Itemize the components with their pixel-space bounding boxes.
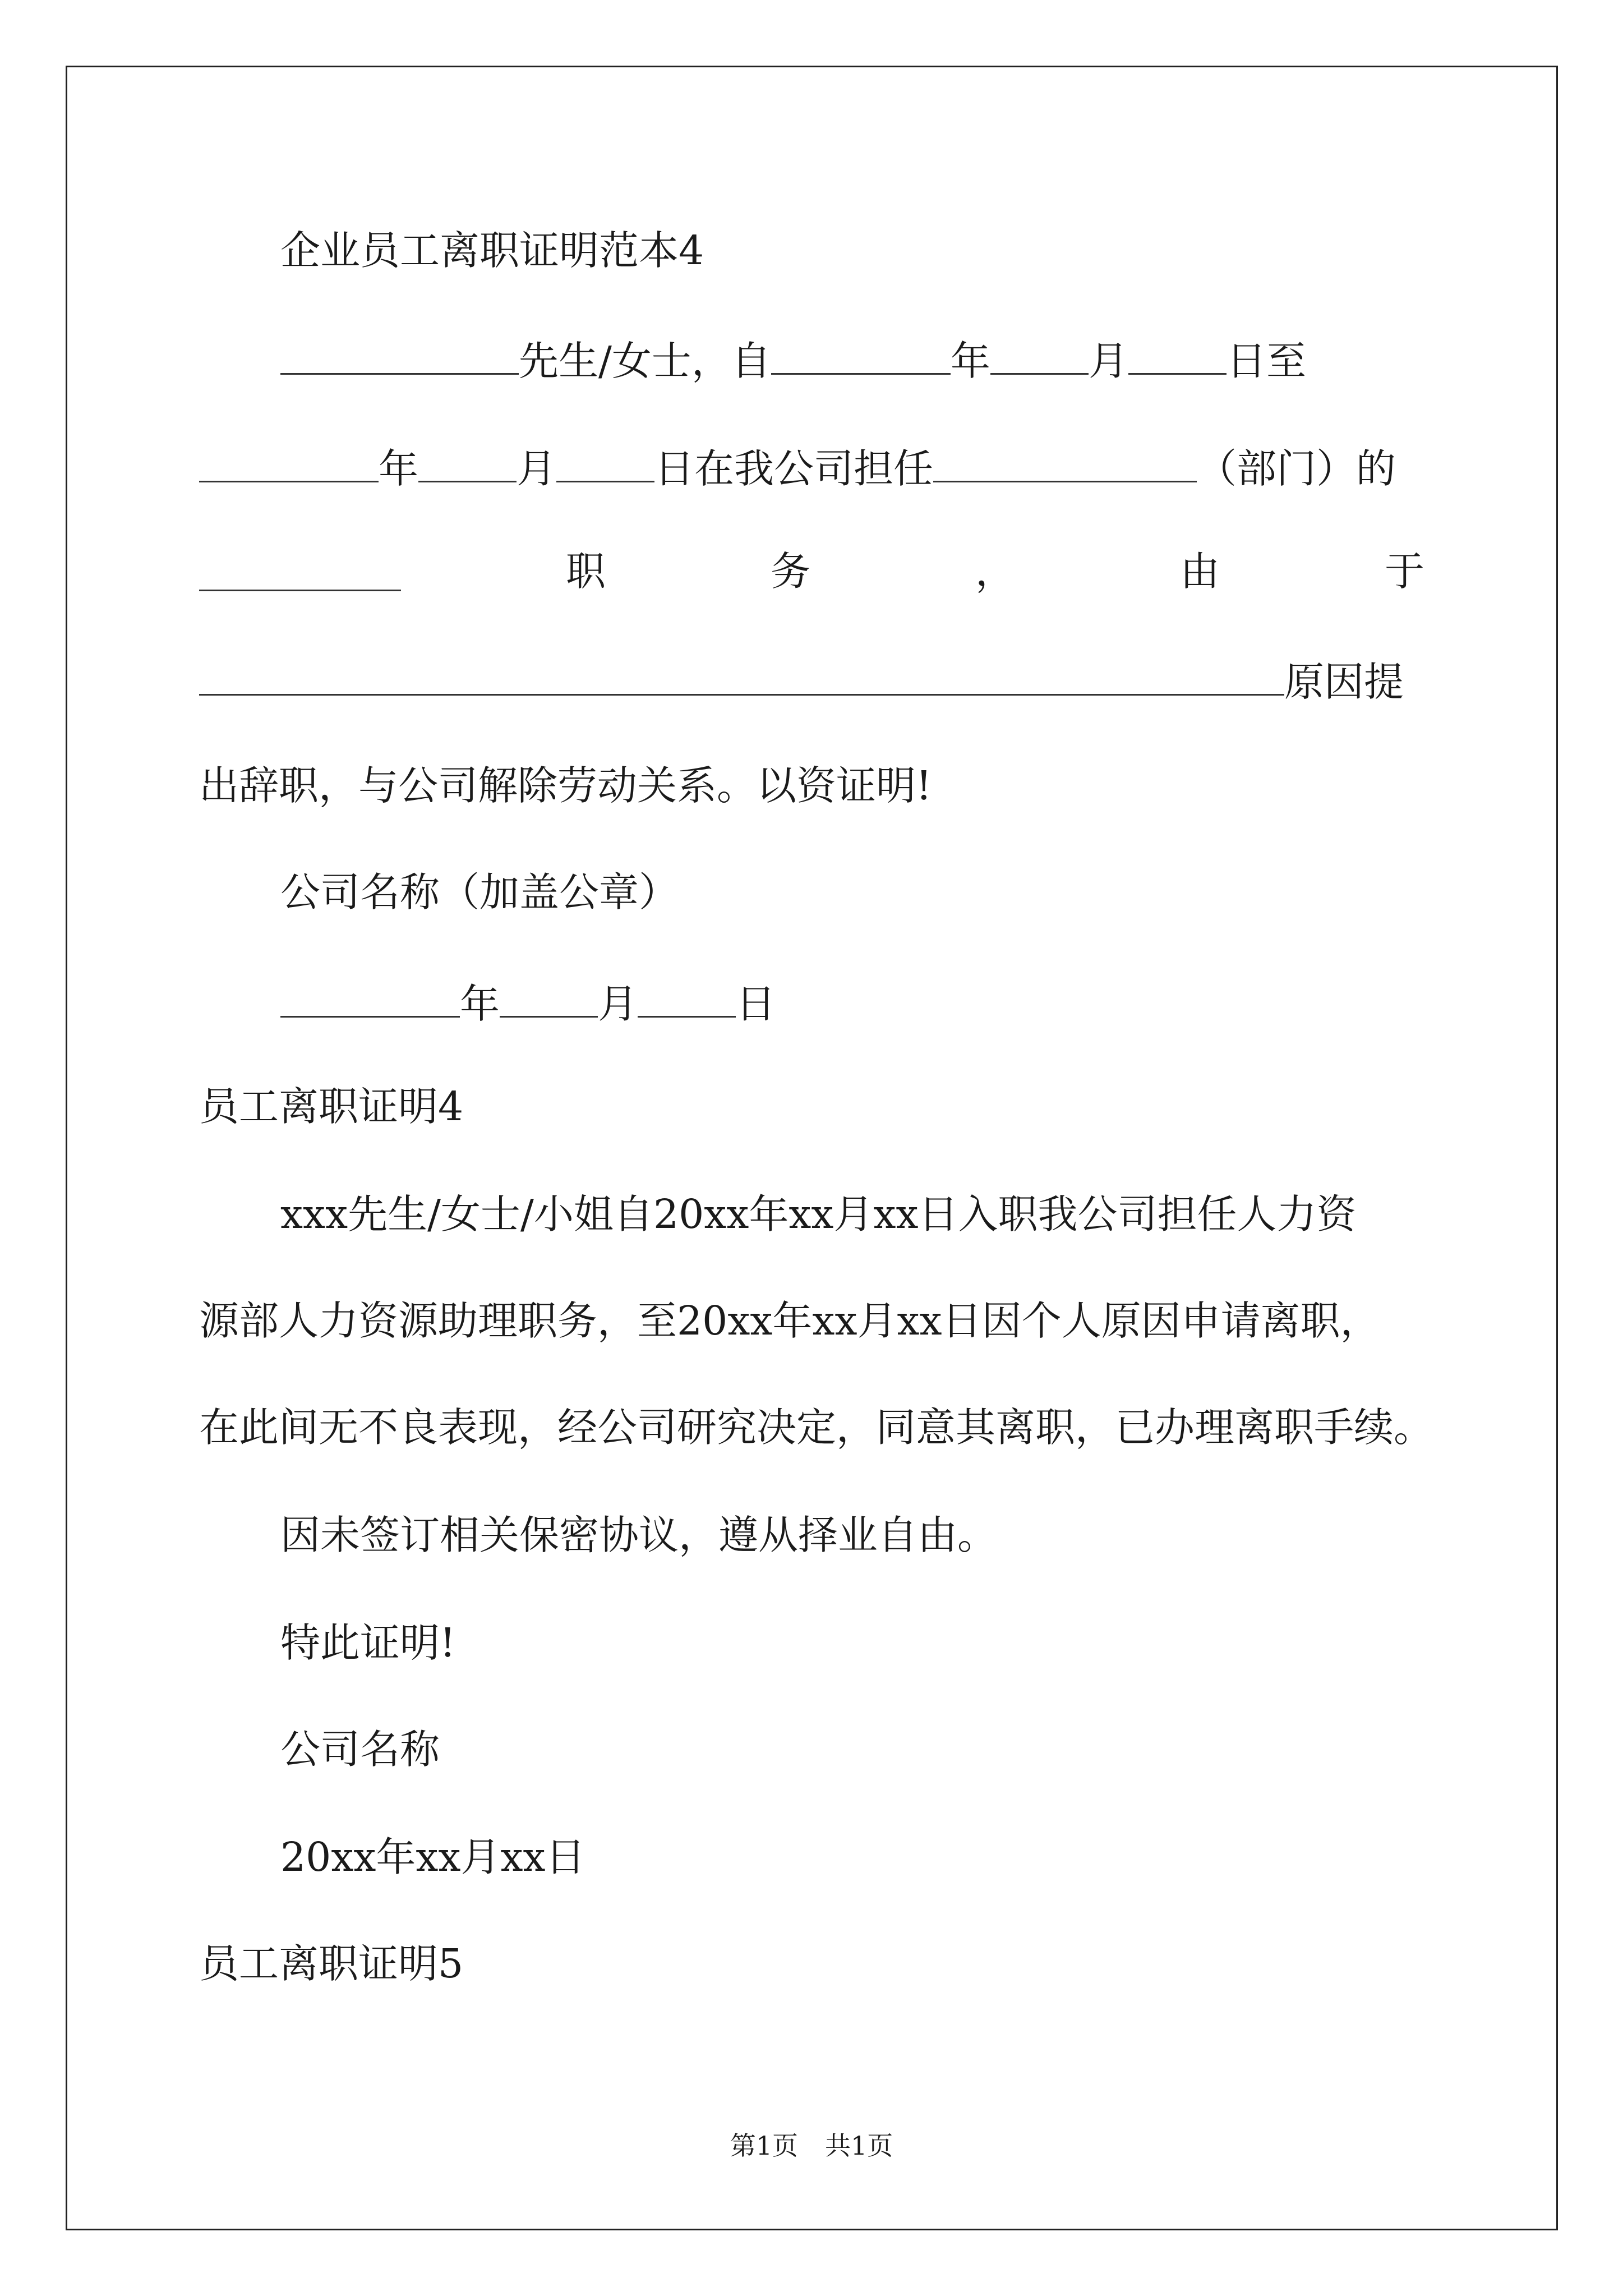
- text: 先生/女士，自: [519, 338, 771, 384]
- text: 日: [736, 981, 776, 1027]
- closing-line: 特此证明!: [280, 1619, 456, 1666]
- text: ，: [975, 548, 1015, 595]
- blank-name: [280, 337, 519, 375]
- company-seal-line: 公司名称（加盖公章）: [280, 869, 679, 915]
- paragraph-line-2: [199, 445, 1396, 492]
- paragraph-line-4: [199, 658, 1404, 705]
- blank-position: [199, 554, 401, 591]
- blank-year: [280, 980, 460, 1018]
- page-footer: [0, 2133, 1623, 2159]
- text: 年: [950, 338, 990, 384]
- blank-year: [199, 445, 379, 482]
- paragraph-line: 源部人力资源助理职务，至20xx年xx月xx日因个人原因申请离职，: [199, 1297, 1380, 1344]
- text: 月: [517, 445, 557, 492]
- text: 日至: [1226, 338, 1306, 384]
- text: 原因提: [1284, 659, 1404, 705]
- text: （部门）的: [1197, 445, 1396, 492]
- text: 日在我公司担任: [654, 445, 934, 492]
- text: 年: [460, 981, 500, 1027]
- date-line: 20xx年xx月xx日: [280, 1834, 585, 1880]
- text: 由: [1179, 548, 1220, 595]
- paragraph-line-1: [280, 337, 1306, 384]
- paragraph-line: 因未签订相关保密协议，遵从择业自由。: [280, 1512, 998, 1558]
- date-line: [280, 980, 776, 1027]
- page-total: 共1页: [825, 2131, 893, 2161]
- text: 月: [598, 981, 638, 1027]
- company-name-line: 公司名称: [280, 1726, 440, 1773]
- section-heading: 员工离职证明5: [199, 1940, 464, 1987]
- text: 职: [565, 548, 606, 595]
- blank-month: [500, 980, 598, 1018]
- text: 年: [379, 445, 419, 492]
- section-heading: 员工离职证明4: [199, 1083, 464, 1130]
- blank-month: [990, 337, 1089, 375]
- paragraph-line: xxx先生/女士/小姐自20xx年xx月xx日入职我公司担任人力资: [280, 1191, 1357, 1237]
- blank-reason: [199, 658, 1284, 696]
- blank-day: [1128, 337, 1227, 375]
- paragraph-line-5: 出辞职，与公司解除劳动关系。以资证明!: [199, 762, 932, 809]
- document-title: 企业员工离职证明范本4: [280, 227, 704, 274]
- text: 于: [1384, 548, 1424, 595]
- blank-day: [556, 445, 654, 482]
- paragraph-line: 在此间无不良表现，经公司研究决定，同意其离职，已办理离职手续。: [199, 1404, 1434, 1451]
- blank-day: [638, 980, 736, 1018]
- paragraph-line-3: [199, 548, 1424, 595]
- text: 月: [1088, 338, 1128, 384]
- text: 务: [770, 548, 810, 595]
- blank-department: [933, 445, 1197, 482]
- blank-year: [771, 337, 951, 375]
- page-number: 第1页: [730, 2131, 798, 2161]
- page-border: [66, 66, 1558, 2230]
- blank-month: [418, 445, 517, 482]
